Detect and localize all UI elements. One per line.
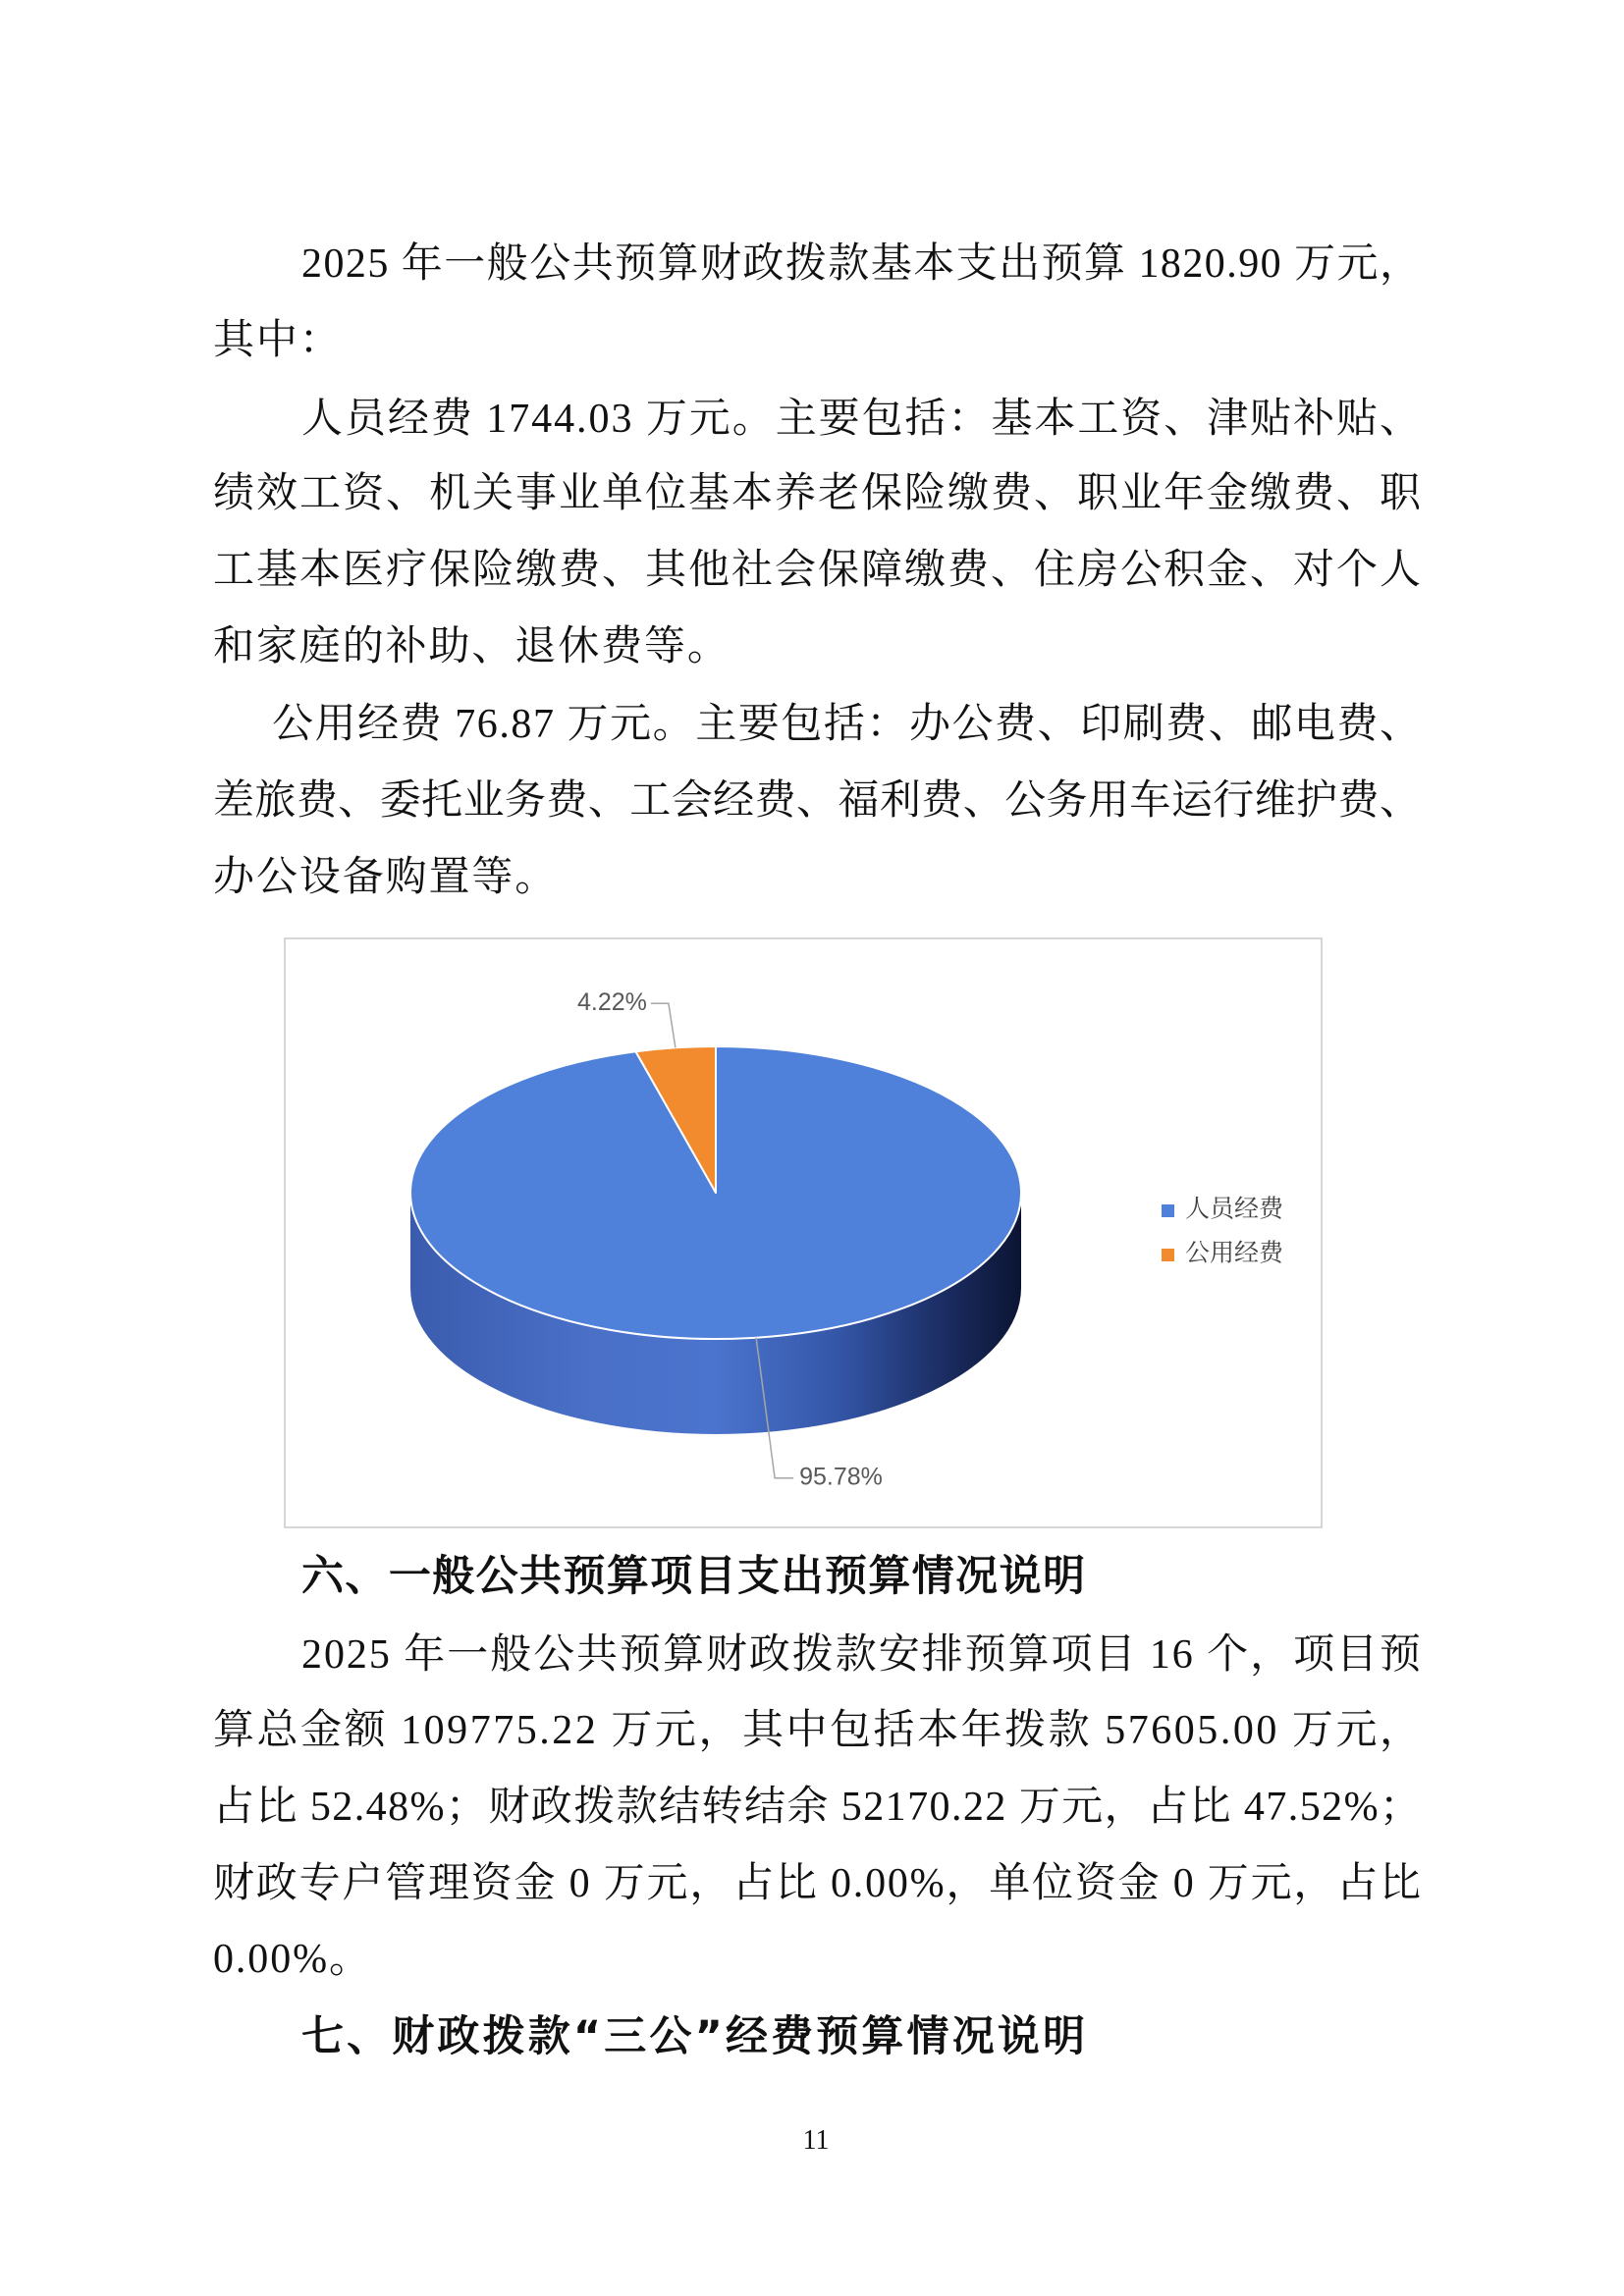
paragraph-line [213, 1769, 1421, 1845]
paragraph-line-text: 和家庭的补助、退休费等。 [213, 624, 731, 669]
paragraph-line [213, 302, 1421, 379]
paragraph-line [301, 381, 1421, 457]
paragraph-line-text: 算总金额 109775.22 万元，其中包括本年拨款 57605.00 万元， [213, 1708, 1424, 1753]
legend-swatch-personnel-expenses [1162, 1204, 1174, 1217]
paragraph-line-text: 工基本医疗保险缴费、其他社会保障缴费、住房公积金、对个人 [213, 548, 1423, 593]
paragraph-line-text: 2025 年一般公共预算财政拨款安排预算项目 16 个，项目预 [301, 1632, 1423, 1678]
paragraph-line [213, 763, 1421, 839]
paragraph-line [213, 1845, 1421, 1922]
legend-label-personnel-expenses: 人员经费 [1185, 1195, 1284, 1223]
paragraph-line-text: 0.00%。 [213, 1937, 372, 1982]
paragraph-line-text: 2025 年一般公共预算财政拨款基本支出预算 1820.90 万元， [301, 241, 1423, 287]
data-label-public-expenses: 4.22% [576, 988, 647, 1016]
paragraph-line [213, 532, 1421, 609]
paragraph-line-text: 公用经费 76.87 万元。主要包括：办公费、印刷费、邮电费、 [272, 702, 1423, 747]
section-heading [301, 1999, 1089, 2075]
data-label-personnel-expenses: 95.78% [799, 1463, 883, 1491]
paragraph-line [301, 1617, 1421, 1693]
paragraph-line-text: 办公设备购置等。 [213, 855, 559, 900]
paragraph-line [272, 686, 1421, 763]
paragraph-line-text: 财政专户管理资金 0 万元，占比 0.00%，单位资金 0 万元，占比 [213, 1861, 1423, 1906]
paragraph-line [213, 1692, 1424, 1769]
paragraph-line-text: 绩效工资、机关事业单位基本养老保险缴费、职业年金缴费、职 [213, 471, 1423, 516]
paragraph-line [213, 609, 1421, 685]
paragraph-line [213, 839, 1421, 916]
paragraph-line [213, 455, 1421, 532]
pie-slices [410, 1046, 1021, 1339]
paragraph-line-text: 人员经费 1744.03 万元。主要包括：基本工资、津贴补贴、 [301, 397, 1423, 442]
section-heading-text: 六、一般公共预算项目支出预算情况说明 [301, 1552, 1087, 1601]
paragraph-line-text: 差旅费、委托业务费、工会经费、福利费、公务用车运行维护费、 [213, 778, 1422, 824]
legend [1162, 1196, 1284, 1267]
expense-pie-chart [284, 937, 1323, 1528]
page-number: 11 [802, 2125, 830, 2156]
paragraph-line-text: 占比 52.48%；财政拨款结转结余 52170.22 万元，占比 47.52%； [213, 1785, 1423, 1830]
paragraph-line [213, 1921, 1421, 1998]
section-heading [301, 1538, 1085, 1615]
pie-chart-svg [284, 937, 1323, 1528]
legend-swatch-public-expenses [1162, 1249, 1174, 1261]
section-heading-text: 七、财政拨款“三公”经费预算情况说明 [301, 2012, 1089, 2061]
paragraph-line-text: 其中： [213, 318, 343, 363]
legend-label-public-expenses: 公用经费 [1185, 1239, 1284, 1267]
paragraph-line [301, 226, 1421, 302]
data-label-leader-line [651, 1003, 676, 1047]
